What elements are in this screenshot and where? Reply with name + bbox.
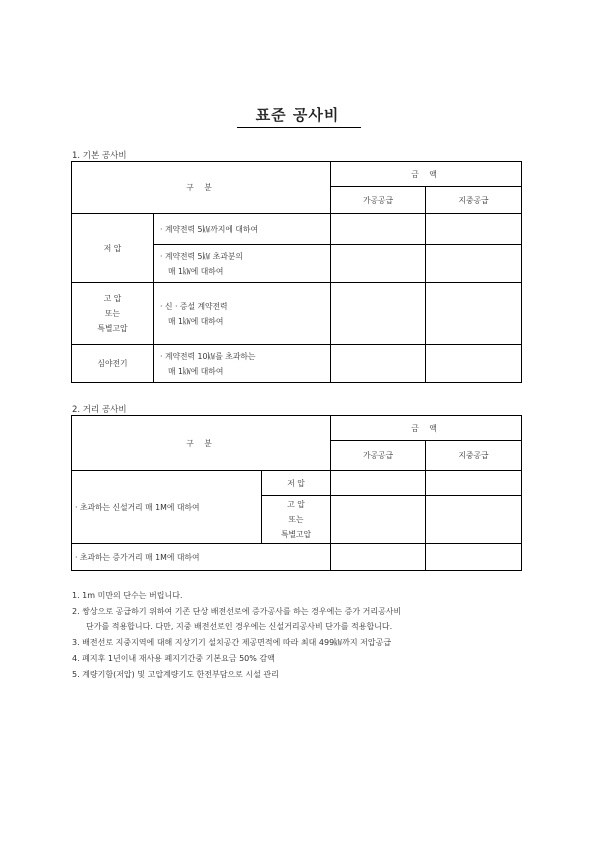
notes-list <box>72 588 401 682</box>
label-line: 저 압 <box>103 243 122 253</box>
distance-cost-table <box>71 415 522 571</box>
item-line: 매 1㎾에 대하여 <box>168 266 224 276</box>
note-item <box>72 667 401 683</box>
amount-cell <box>331 544 426 571</box>
page-title: 표준 공사비 <box>255 106 340 124</box>
item-description <box>154 214 331 245</box>
header-division: 구 분 <box>72 162 331 214</box>
note-item <box>72 651 401 667</box>
new-distance-label: · 초과하는 신설거리 매 1M에 대하여 <box>72 471 262 544</box>
section1-heading: 1. 기본 공사비 <box>72 151 127 161</box>
note-line: 1. 1m 미만의 단수는 버립니다. <box>72 591 183 600</box>
item-description <box>154 245 331 283</box>
amount-cell <box>426 345 522 383</box>
label-line: 고 압 <box>287 500 305 509</box>
item-line: · 계약전력 5㎾까지에 대하여 <box>160 224 258 234</box>
amount-cell <box>331 496 426 544</box>
amount-cell <box>331 345 426 383</box>
col-overhead-supply: 가공공급 <box>331 187 426 214</box>
note-line: 5. 계량기함(저압) 및 고압계량기도 한전부담으로 시설 관리 <box>72 669 279 679</box>
section2-heading: 2. 거리 공사비 <box>72 405 127 415</box>
item-description <box>154 283 331 345</box>
amount-cell <box>331 245 426 283</box>
label-line: 심야전기 <box>97 359 128 368</box>
note-line: 단가를 적용합니다. 다만, 지중 배전선로인 경우에는 신설거리공사비 단가를 적용합니다. <box>86 622 393 632</box>
col-underground-supply: 지중공급 <box>426 187 522 214</box>
amount-cell <box>331 283 426 345</box>
label-line: 고 압 <box>103 294 122 303</box>
amount-cell <box>426 214 522 245</box>
amount-cell <box>426 496 522 544</box>
note-line: 2. 쌍상으로 공급하기 위하여 기존 단상 배전선로에 증가공사를 하는 경우에는 증가 거리공사비 <box>72 606 402 616</box>
col-overhead-supply: 가공공급 <box>331 441 426 471</box>
item-line: · 계약전력 10㎾를 초과하는 <box>160 351 256 361</box>
sub-low-voltage: 저 압 <box>262 471 331 496</box>
item-line: 매 1㎾에 대하여 <box>168 366 224 376</box>
note-line: 3. 배전선로 지중지역에 대해 지상기기 설치공간 제공면적에 따라 최대 499㎾까지 저압공급 <box>72 638 392 648</box>
label-line: 또는 <box>288 515 304 524</box>
item-line: · 신 · 증설 계약전력 <box>160 301 228 311</box>
item-line: 매 1㎾에 대하여 <box>168 316 224 326</box>
amount-cell <box>331 214 426 245</box>
note-item <box>72 604 401 635</box>
basic-cost-table <box>71 161 522 383</box>
header-division: 구 분 <box>72 416 331 471</box>
item-description <box>154 345 331 383</box>
note-item <box>72 588 401 604</box>
group-label-high-voltage <box>72 283 154 345</box>
amount-cell <box>426 471 522 496</box>
group-label-low-voltage <box>72 214 154 283</box>
amount-cell <box>426 544 522 571</box>
header-amount: 금 액 <box>331 416 522 441</box>
note-item <box>72 635 401 651</box>
col-underground-supply: 지중공급 <box>426 441 522 471</box>
amount-cell <box>331 471 426 496</box>
amount-cell <box>426 283 522 345</box>
group-label-late-night <box>72 345 154 383</box>
label-line: 특별고압 <box>280 530 312 539</box>
sub-high-voltage <box>262 496 331 544</box>
added-distance-label: · 초과하는 증가거리 매 1M에 대하여 <box>72 544 331 571</box>
title-underline <box>237 127 361 128</box>
item-line: · 계약전력 5㎾ 초과분의 <box>160 251 243 261</box>
note-line: 4. 폐지후 1년이내 재사용 폐지기간중 기본요금 50% 감액 <box>72 653 275 663</box>
label-line: 특별고압 <box>97 324 128 333</box>
amount-cell <box>426 245 522 283</box>
label-line: 또는 <box>104 309 121 318</box>
header-amount: 금 액 <box>331 162 522 187</box>
